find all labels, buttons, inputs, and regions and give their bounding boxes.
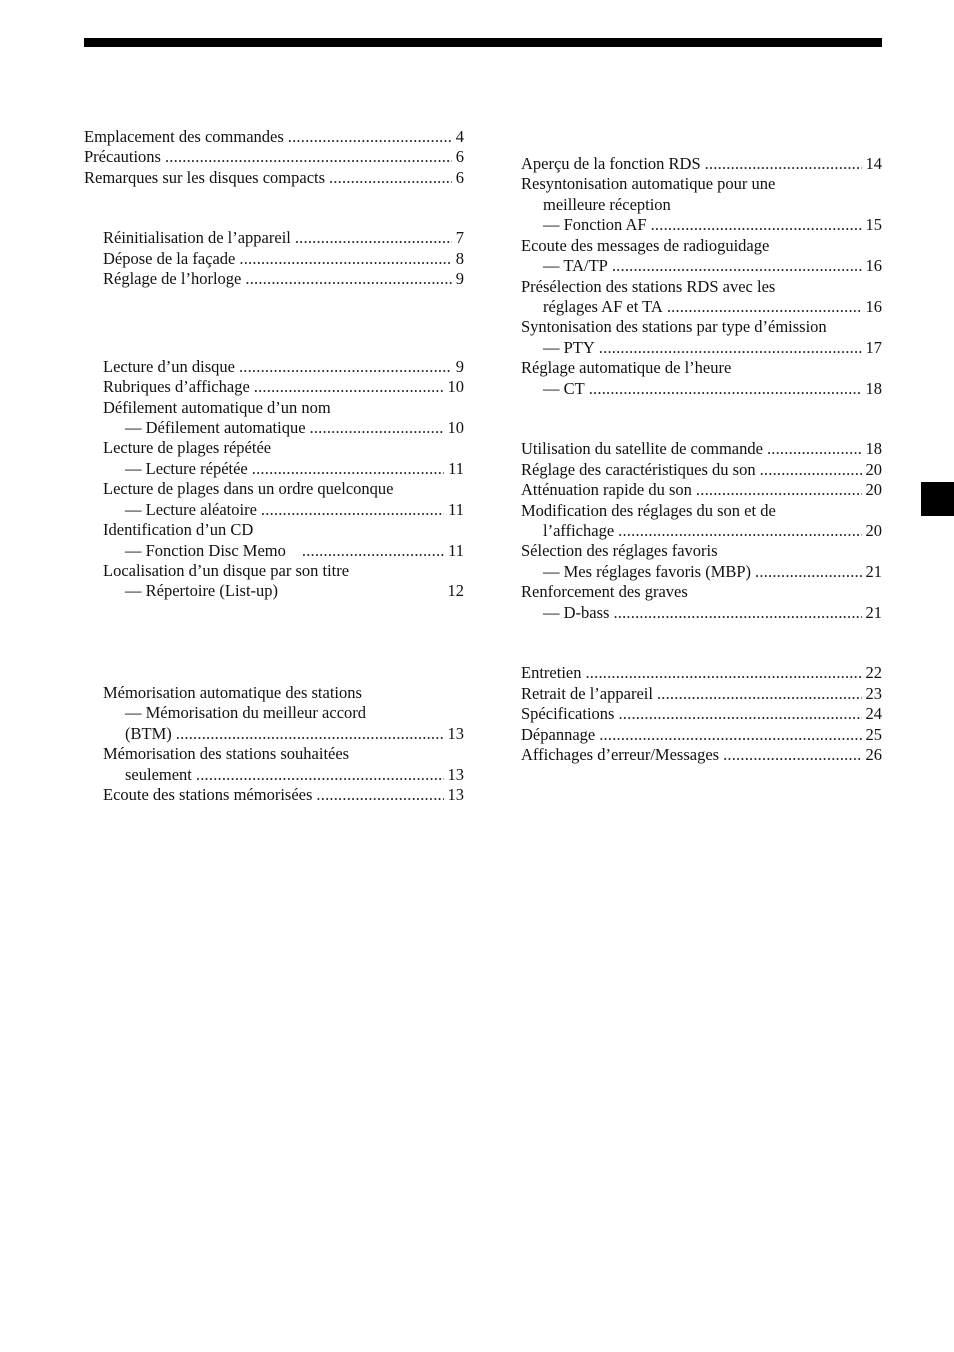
toc-title: Réglage automatique de l’heure <box>521 358 732 377</box>
toc-title-continued: meilleure réception <box>543 195 671 214</box>
toc-page-number: 20 <box>865 521 882 540</box>
toc-entry[interactable] <box>84 127 464 147</box>
toc-subtitle: seulement <box>125 765 192 784</box>
dot-leader <box>599 725 861 745</box>
toc-page-number: 9 <box>455 357 464 376</box>
toc-page-number: 14 <box>865 154 882 173</box>
toc-page-number: 18 <box>865 379 882 398</box>
toc-entry[interactable] <box>521 684 882 704</box>
toc-entry[interactable] <box>103 785 464 805</box>
dot-leader <box>657 684 862 704</box>
toc-title: Ecoute des stations mémorisées <box>103 785 313 804</box>
toc-page-number: 6 <box>455 168 464 187</box>
toc-page-number: 16 <box>865 297 882 316</box>
toc-title: Dépannage <box>521 725 596 744</box>
toc-title: Retrait de l’appareil <box>521 684 653 703</box>
toc-page-number: 16 <box>865 256 882 275</box>
toc-page-number: 11 <box>448 459 464 478</box>
toc-entry[interactable] <box>521 725 882 745</box>
toc-entry[interactable] <box>521 480 882 500</box>
toc-title: Dépose de la façade <box>103 249 236 268</box>
toc-page-number: 4 <box>455 127 464 146</box>
toc-page-number: 11 <box>448 541 464 560</box>
toc-entry[interactable] <box>103 744 464 785</box>
toc-title: Ecoute des messages de radioguidage <box>521 236 770 255</box>
toc-title: Modification des réglages du son et de <box>521 501 776 520</box>
toc-page-number: 13 <box>447 785 464 804</box>
toc-subtitle: — Mémorisation du meilleur accord <box>125 703 367 722</box>
toc-page-number: 10 <box>447 418 464 437</box>
toc-subtitle: — CT <box>543 379 585 398</box>
toc-subtitle: — PTY <box>543 338 595 357</box>
toc-title: Entretien <box>521 663 582 682</box>
toc-title: Présélection des stations RDS avec les <box>521 277 776 296</box>
toc-title: Affichages d’erreur/Messages <box>521 745 720 764</box>
dot-leader <box>288 127 452 147</box>
toc-entry[interactable] <box>103 249 464 269</box>
dot-leader <box>316 785 443 805</box>
toc-title: Lecture d’un disque <box>103 357 235 376</box>
toc-page-number: 11 <box>448 500 464 519</box>
toc-subtitle: — Lecture répétée <box>125 459 248 478</box>
toc-page-number: 9 <box>455 269 464 288</box>
dot-leader <box>254 377 444 397</box>
toc-page-number: 17 <box>865 338 882 357</box>
toc-page-number: 6 <box>455 147 464 166</box>
dot-leader <box>261 500 444 520</box>
toc-title: Mémorisation des stations souhaitées <box>103 744 350 763</box>
dot-leader <box>767 439 862 459</box>
toc-title: Resyntonisation automatique pour une <box>521 174 776 193</box>
toc-subtitle: — Fonction Disc Memo <box>125 541 286 560</box>
toc-page-number: 13 <box>447 765 464 784</box>
toc-entry[interactable] <box>103 377 464 397</box>
dot-leader <box>252 459 444 479</box>
toc-page-number: 13 <box>447 724 464 743</box>
toc-entry[interactable] <box>84 147 464 167</box>
toc-entry[interactable] <box>521 174 882 236</box>
toc-title: Lecture de plages répétée <box>103 438 272 457</box>
toc-title: Aperçu de la fonction RDS <box>521 154 701 173</box>
toc-title: Réglage de l’horloge <box>103 269 242 288</box>
toc-page-number: 20 <box>865 460 882 479</box>
toc-subtitle: réglages AF et TA <box>543 297 663 316</box>
toc-subtitle: (BTM) <box>125 724 172 743</box>
toc-subtitle: — Mes réglages favoris (MBP) <box>543 562 752 581</box>
toc-entry[interactable] <box>103 561 464 602</box>
dot-leader <box>589 379 862 399</box>
toc-title: Syntonisation des stations par type d’émission <box>521 317 827 336</box>
toc-title: Utilisation du satellite de commande <box>521 439 763 458</box>
toc-entry[interactable] <box>521 154 882 174</box>
toc-page-number: 10 <box>447 377 464 396</box>
toc-page-number: 21 <box>865 603 882 622</box>
toc-title-continued: l’affichage <box>543 521 615 540</box>
dot-leader <box>165 147 452 167</box>
toc-page-number: 26 <box>865 745 882 764</box>
toc-page-number: 24 <box>865 704 882 723</box>
top-rule <box>84 38 882 47</box>
dot-leader <box>245 269 451 289</box>
toc-entry[interactable] <box>521 582 882 623</box>
toc-title: Renforcement des graves <box>521 582 688 601</box>
toc-title: Localisation d’un disque par son titre <box>103 561 350 580</box>
toc-entry[interactable] <box>103 520 464 561</box>
toc-title: Réinitialisation de l’appareil <box>103 228 291 247</box>
toc-entry[interactable] <box>103 438 464 479</box>
dot-leader <box>651 215 862 235</box>
toc-entry[interactable] <box>103 269 464 289</box>
dot-leader <box>613 603 861 623</box>
dot-leader <box>696 480 862 500</box>
toc-title: Emplacement des commandes <box>84 127 284 146</box>
toc-entry[interactable] <box>521 704 882 724</box>
toc-subtitle: — Fonction AF <box>543 215 647 234</box>
toc-page-number: 22 <box>865 663 882 682</box>
dot-leader <box>723 745 861 765</box>
toc-left-column <box>84 127 464 827</box>
toc-subtitle: — Répertoire (List-up) <box>125 581 279 600</box>
toc-entry[interactable] <box>84 168 464 188</box>
toc-entry[interactable] <box>521 541 882 582</box>
toc-page-number: 15 <box>865 215 882 234</box>
dot-leader <box>176 724 444 744</box>
toc-entry[interactable] <box>521 745 882 765</box>
dot-leader <box>239 249 451 269</box>
toc-title: Défilement automatique d’un nom <box>103 398 331 417</box>
toc-page-number: 7 <box>455 228 464 247</box>
dot-leader <box>196 765 444 785</box>
dot-leader <box>239 357 452 377</box>
toc-subtitle: — Défilement automatique <box>125 418 306 437</box>
dot-leader <box>612 256 862 276</box>
toc-title: Lecture de plages dans un ordre quelconque <box>103 479 394 498</box>
toc-title: Précautions <box>84 147 161 166</box>
toc-right-column <box>521 154 882 774</box>
toc-entry[interactable] <box>521 358 882 399</box>
toc-subtitle: — Lecture aléatoire <box>125 500 257 519</box>
toc-subtitle: — TA/TP <box>543 256 608 275</box>
dot-leader <box>585 663 861 683</box>
toc-title: Réglage des caractéristiques du son <box>521 460 756 479</box>
dot-leader <box>618 521 861 541</box>
toc-entry[interactable] <box>521 236 882 277</box>
dot-leader <box>302 541 444 561</box>
toc-entry[interactable] <box>103 228 464 248</box>
toc-title: Atténuation rapide du son <box>521 480 692 499</box>
toc-page-number: 8 <box>455 249 464 268</box>
toc-title: Rubriques d’affichage <box>103 377 250 396</box>
toc-title: Identification d’un CD <box>103 520 254 539</box>
toc-title: Spécifications <box>521 704 615 723</box>
toc-title: Mémorisation automatique des stations <box>103 683 362 702</box>
dot-leader <box>329 168 452 188</box>
toc-entry[interactable] <box>521 460 882 480</box>
toc-page-number: 20 <box>865 480 882 499</box>
dot-leader <box>760 460 862 480</box>
dot-leader <box>667 297 862 317</box>
toc-subtitle: — D-bass <box>543 603 610 622</box>
section-tab-marker <box>921 482 954 516</box>
dot-leader <box>310 418 444 438</box>
dot-leader <box>599 338 862 358</box>
toc-page-number: 25 <box>865 725 882 744</box>
dot-leader <box>705 154 862 174</box>
toc-page-number: 21 <box>865 562 882 581</box>
toc-page-number: 23 <box>865 684 882 703</box>
toc-page-number: 12 <box>447 581 464 600</box>
dot-leader <box>618 704 861 724</box>
toc-page-number: 18 <box>865 439 882 458</box>
toc-title: Sélection des réglages favoris <box>521 541 718 560</box>
toc-entry[interactable] <box>521 501 882 542</box>
toc-entry[interactable] <box>521 439 882 459</box>
toc-entry[interactable] <box>103 683 464 745</box>
toc-entry[interactable] <box>521 317 882 358</box>
toc-entry[interactable] <box>521 277 882 318</box>
dot-leader <box>755 562 861 582</box>
toc-entry[interactable] <box>103 479 464 520</box>
toc-entry[interactable] <box>103 398 464 439</box>
toc-entry[interactable] <box>103 357 464 377</box>
toc-title: Remarques sur les disques compacts <box>84 168 326 187</box>
dot-leader <box>295 228 452 248</box>
toc-entry[interactable] <box>521 663 882 683</box>
